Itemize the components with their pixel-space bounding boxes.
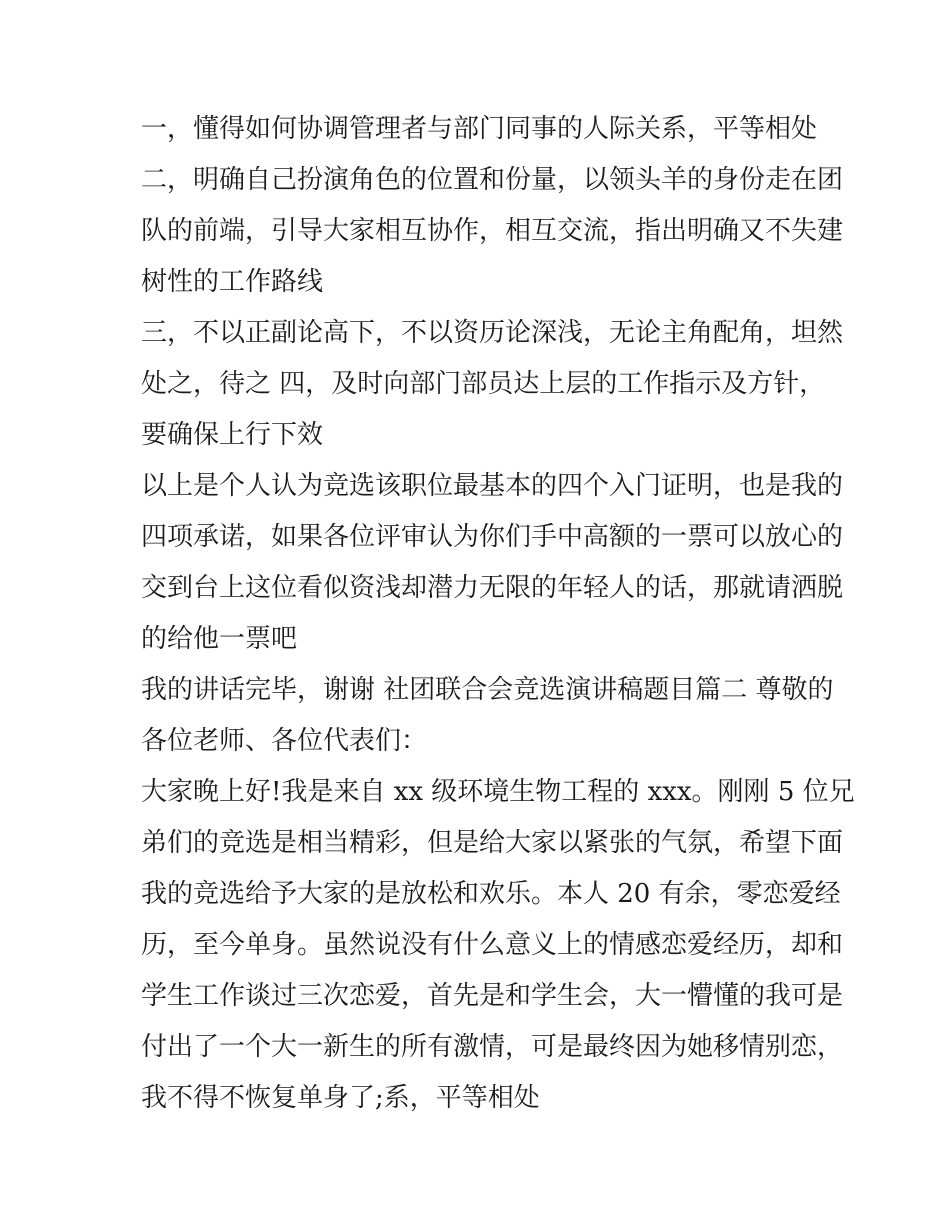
text-line: 三，不以正副论高下，不以资历论深浅，无论主角配角，坦然 [141,318,844,348]
text-line: 历，至今单身。虽然说没有什么意义上的情感恋爱经历，却和 [141,930,844,960]
text-line: 树性的工作路线 [141,267,324,297]
text-line: 交到台上这位看似资浅却潜力无限的年轻人的话，那就请洒脱 [141,573,844,603]
text-line: 学生工作谈过三次恋爱，首先是和学生会，大一懵懂的我可是 [141,981,844,1011]
text-line: 队的前端，引导大家相互协作，相互交流，指出明确又不失建 [141,216,844,246]
text-line: 处之，待之 四，及时向部门部员达上层的工作指示及方针， [141,369,826,399]
text-line: 我不得不恢复单身了;系，平等相处 [141,1083,540,1113]
text-line: 我的竞选给予大家的是放松和欢乐。本人 20 有余，零恋爱经 [141,879,841,909]
text-line: 要确保上行下效 [141,420,324,450]
text-line: 付出了一个大一新生的所有激情，可是最终因为她移情别恋， [141,1032,844,1062]
text-line: 弟们的竞选是相当精彩，但是给大家以紧张的气氛，希望下面 [141,828,844,858]
text-line: 大家晚上好!我是来自 xx 级环境生物工程的 xxx。刚刚 5 位兄 [141,777,855,807]
text-line: 以上是个人认为竞选该职位最基本的四个入门证明，也是我的 [141,471,844,501]
text-line: 四项承诺，如果各位评审认为你们手中高额的一票可以放心的 [141,522,844,552]
text-line: 我的讲话完毕，谢谢 社团联合会竞选演讲稿题目篇二 尊敬的 [141,675,834,705]
text-line: 二，明确自己扮演角色的位置和份量，以领头羊的身份走在团 [141,165,844,195]
document-body [141,104,855,1124]
text-line: 的给他一票吧 [141,624,298,654]
text-line: 各位老师、各位代表们： [141,726,428,756]
text-line: 一，懂得如何协调管理者与部门同事的人际关系，平等相处 [141,114,818,144]
